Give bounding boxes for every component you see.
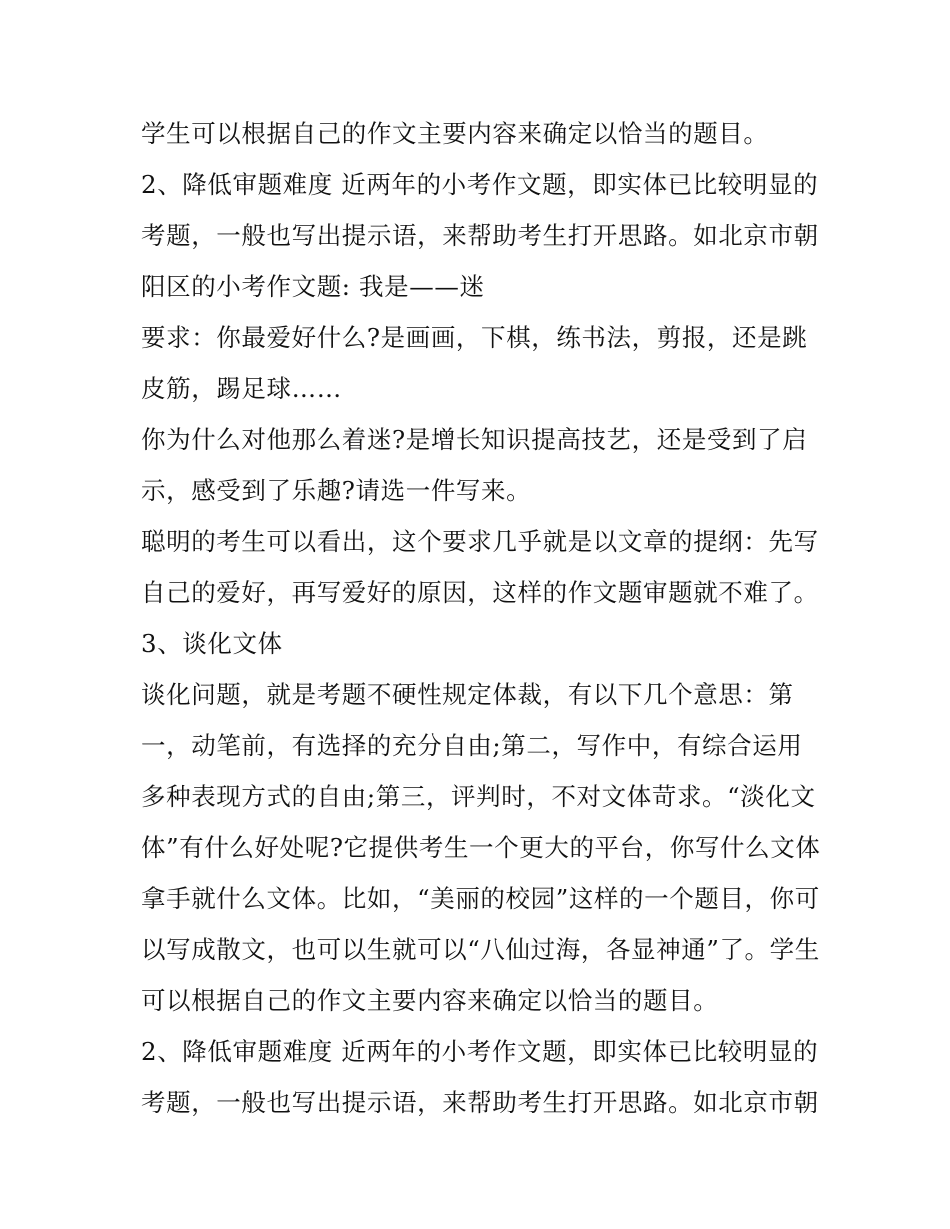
text-line: 自己的爱好，再写爱好的原因，这样的作文题审题就不难了。 <box>141 578 819 607</box>
document-body <box>141 108 821 1128</box>
text-line: 2、降低审题难度 近两年的小考作文题，即实体已比较明显的 <box>141 1037 819 1066</box>
text-line: 考题，一般也写出提示语，来帮助考生打开思路。如北京市朝 <box>141 1088 819 1117</box>
text-line: 示，感受到了乐趣?请选一件写来。 <box>141 476 532 505</box>
text-line: 阳区的小考作文题: 我是——迷 <box>141 272 485 301</box>
text-line: 考题，一般也写出提示语，来帮助考生打开思路。如北京市朝 <box>141 221 819 250</box>
text-line: 谈化问题，就是考题不硬性规定体裁，有以下几个意思：第 <box>141 680 794 709</box>
text-line: 要求：你最爱好什么?是画画，下棋，练书法，剪报，还是跳 <box>141 323 808 352</box>
text-line: 可以根据自己的作文主要内容来确定以恰当的题目。 <box>141 986 719 1015</box>
text-line: 聪明的考生可以看出，这个要求几乎就是以文章的提纲：先写 <box>141 527 819 556</box>
text-line: 你为什么对他那么着迷?是增长知识提高技艺，还是受到了启 <box>141 425 808 454</box>
text-line: 学生可以根据自己的作文主要内容来确定以恰当的题目。 <box>141 119 769 148</box>
text-line: 皮筋，踢足球…… <box>141 374 342 403</box>
text-line: 拿手就什么文体。比如，“美丽的校园”这样的一个题目，你可 <box>141 884 820 913</box>
text-line: 多种表现方式的自由;第三，评判时，不对文体苛求。“淡化文 <box>141 782 816 811</box>
text-line: 以写成散文，也可以生就可以“八仙过海，各显神通”了。学生 <box>141 935 820 964</box>
text-line: 体”有什么好处呢?它提供考生一个更大的平台，你写什么文体 <box>141 833 821 862</box>
text-line: 一，动笔前，有选择的充分自由;第二，写作中，有综合运用 <box>141 731 803 760</box>
text-line: 2、降低审题难度 近两年的小考作文题，即实体已比较明显的 <box>141 170 819 199</box>
section-heading: 3、谈化文体 <box>141 629 283 658</box>
